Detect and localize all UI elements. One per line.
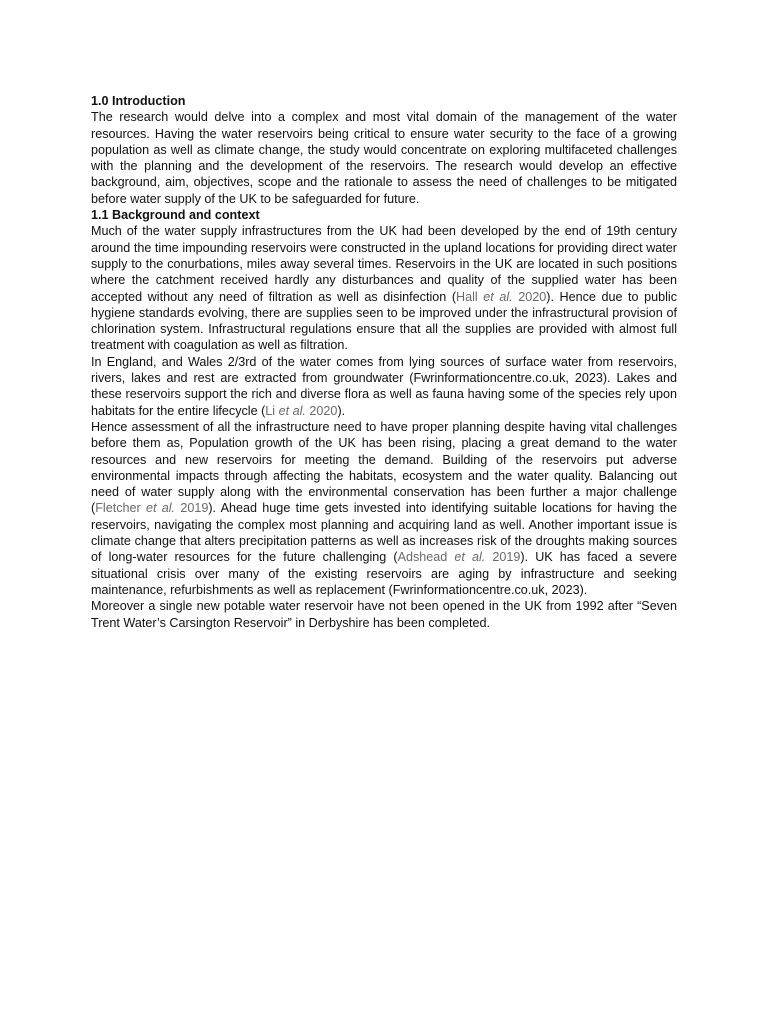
text-span: ). [337, 403, 346, 418]
paragraph-background-4: Moreover a single new potable water reservoir have not been opened in the UK from 1992 after “Seven Trent Water’s Carsington Reservoir” in Derbyshire has been completed. [91, 599, 677, 630]
citation-author: Fletcher [95, 501, 146, 516]
text-span: In England, and Wales 2/3rd of the water comes from lying sources of surface water from reservoirs, rivers, lakes and rest are extracted from groundwater (Fwrinformationcentre.co.uk, 2023). Lakes and these reservoirs support the rich and diverse flora as well as fauna having some of the species rely upon habitats for the entire lifecycle ( [91, 354, 677, 418]
citation-etal: et al. [278, 403, 306, 418]
citation-etal: et al. [145, 501, 176, 516]
paragraph-background-3 [91, 419, 677, 598]
text-span: Hence assessment of all the infrastructure need to have proper planning despite having vital challenges before them as, Population growth of the UK has been rising, placing a great demand to the water resources and new reservoirs for meeting the demand. Building of the reservoirs put adverse environmental impacts through affecting the habitats, ecosystem and the water quality. Balancing out need of water supply along with the environmental conservation has been further a major challenge ( [91, 419, 677, 516]
citation-adshead [398, 550, 521, 564]
heading-background: 1.1 Background and context [91, 208, 260, 223]
document-page [91, 93, 677, 631]
text-span: ). Ahead huge time gets invested into identifying suitable locations for having the reservoirs, navigating the complex most planning and acquiring land as well. Another important issue is climate change that alters precipitation patterns as well as increases risk of the droughts making sources of long-water resources for the future challenging ( [91, 501, 677, 565]
citation-etal: et al. [454, 550, 486, 565]
citation-fletcher [95, 501, 208, 515]
citation-hall [456, 290, 546, 304]
citation-year: 2020 [305, 403, 338, 418]
citation-author: Li [265, 403, 279, 418]
heading-introduction: 1.0 Introduction [91, 94, 186, 108]
text-span: Much of the water supply infrastructures from the UK had been developed by the end of 19th century around the time impounding reservoirs were constructed in the upland locations for providing direct water supply to the conurbations, miles away several times. Reservoirs in the UK are located in such positions where the catchment received hardly any disturbances and quality of the supplied water has been accepted without any need of filtration as well as disinfection ( [91, 224, 677, 304]
paragraph-background-1 [91, 223, 677, 353]
citation-author: Hall [456, 289, 484, 304]
text-span: ). Hence due to public hygiene standards evolving, there are supplies seen to be improved under the infrastructural provision of chlorination system. Infrastructural regulations ensure that all the supplies are provided with almost full treatment with coagulation as well as filtration. [91, 289, 678, 353]
text-span: ). UK has faced a severe situational crisis over many of the existing reservoirs are aging by infrastructure and seeking maintenance, refurbishments as well as replacement (Fwrinformationcentre.co.uk, 2023). [91, 550, 677, 597]
citation-year: 2019 [175, 501, 209, 516]
paragraph-background-2 [91, 354, 677, 419]
citation-year: 2020 [512, 289, 547, 304]
citation-etal: et al. [483, 289, 513, 304]
citation-li [265, 404, 337, 418]
citation-year: 2019 [485, 550, 521, 565]
citation-author: Adshead [397, 550, 455, 565]
paragraph-introduction: The research would delve into a complex and most vital domain of the management of the water resources. Having the water reservoirs being critical to ensure water security to the face of a growing population as well as climate change, the study would concentrate on exploring multifaceted challenges with the planning and the development of the reservoirs. The research would develop an effective background, aim, objectives, scope and the rationale to assess the need of challenges to be mitigated before water supply of the UK to be safeguarded for future. [91, 110, 677, 206]
